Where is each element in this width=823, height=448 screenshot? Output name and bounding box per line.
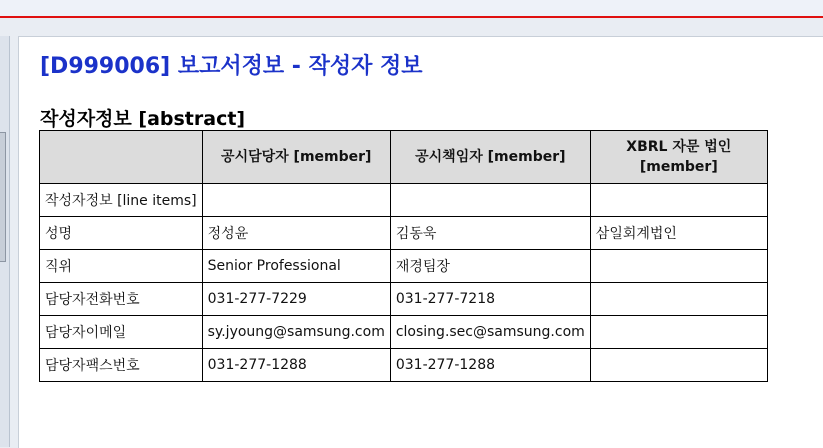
page-title: [D999006] 보고서정보 - 작성자 정보 [40,54,423,79]
header-cell-xbrl-advisor: XBRL 자문 법인 [member] [590,131,767,184]
table-cell [590,316,767,349]
left-panel-handle[interactable] [0,132,6,262]
table-cell: 재경팀장 [390,250,590,283]
row-label: 직위 [40,250,203,283]
author-info-table [39,130,768,382]
row-label: 작성자정보 [line items] [40,184,203,217]
table-row [40,217,768,250]
left-panel-strip [0,36,10,447]
table-cell: closing.sec@samsung.com [390,316,590,349]
table-header-row [40,131,768,184]
document-page [18,36,823,448]
table-cell: 031-277-1288 [390,349,590,382]
table-row [40,283,768,316]
row-label: 담당자전화번호 [40,283,203,316]
section-title: 작성자정보 [abstract] [40,108,246,130]
top-bar [0,0,823,18]
row-label: 담당자팩스번호 [40,349,203,382]
table-row [40,349,768,382]
table-cell: 정성윤 [202,217,390,250]
row-label: 담당자이메일 [40,316,203,349]
table-row [40,250,768,283]
table-row [40,316,768,349]
table-cell [590,250,767,283]
table-cell [590,283,767,316]
table-cell [590,184,767,217]
header-cell-disclosure-officer: 공시책임자 [member] [390,131,590,184]
table-cell: 031-277-1288 [202,349,390,382]
header-cell-disclosure-manager: 공시담당자 [member] [202,131,390,184]
table-cell: Senior Professional [202,250,390,283]
table-cell [390,184,590,217]
table-cell: 031-277-7218 [390,283,590,316]
row-label: 성명 [40,217,203,250]
table-cell: sy.jyoung@samsung.com [202,316,390,349]
table-row [40,184,768,217]
table-cell: 김동욱 [390,217,590,250]
table-cell [202,184,390,217]
table-cell: 삼일회계법인 [590,217,767,250]
header-cell-empty [40,131,203,184]
table-cell [590,349,767,382]
table-cell: 031-277-7229 [202,283,390,316]
